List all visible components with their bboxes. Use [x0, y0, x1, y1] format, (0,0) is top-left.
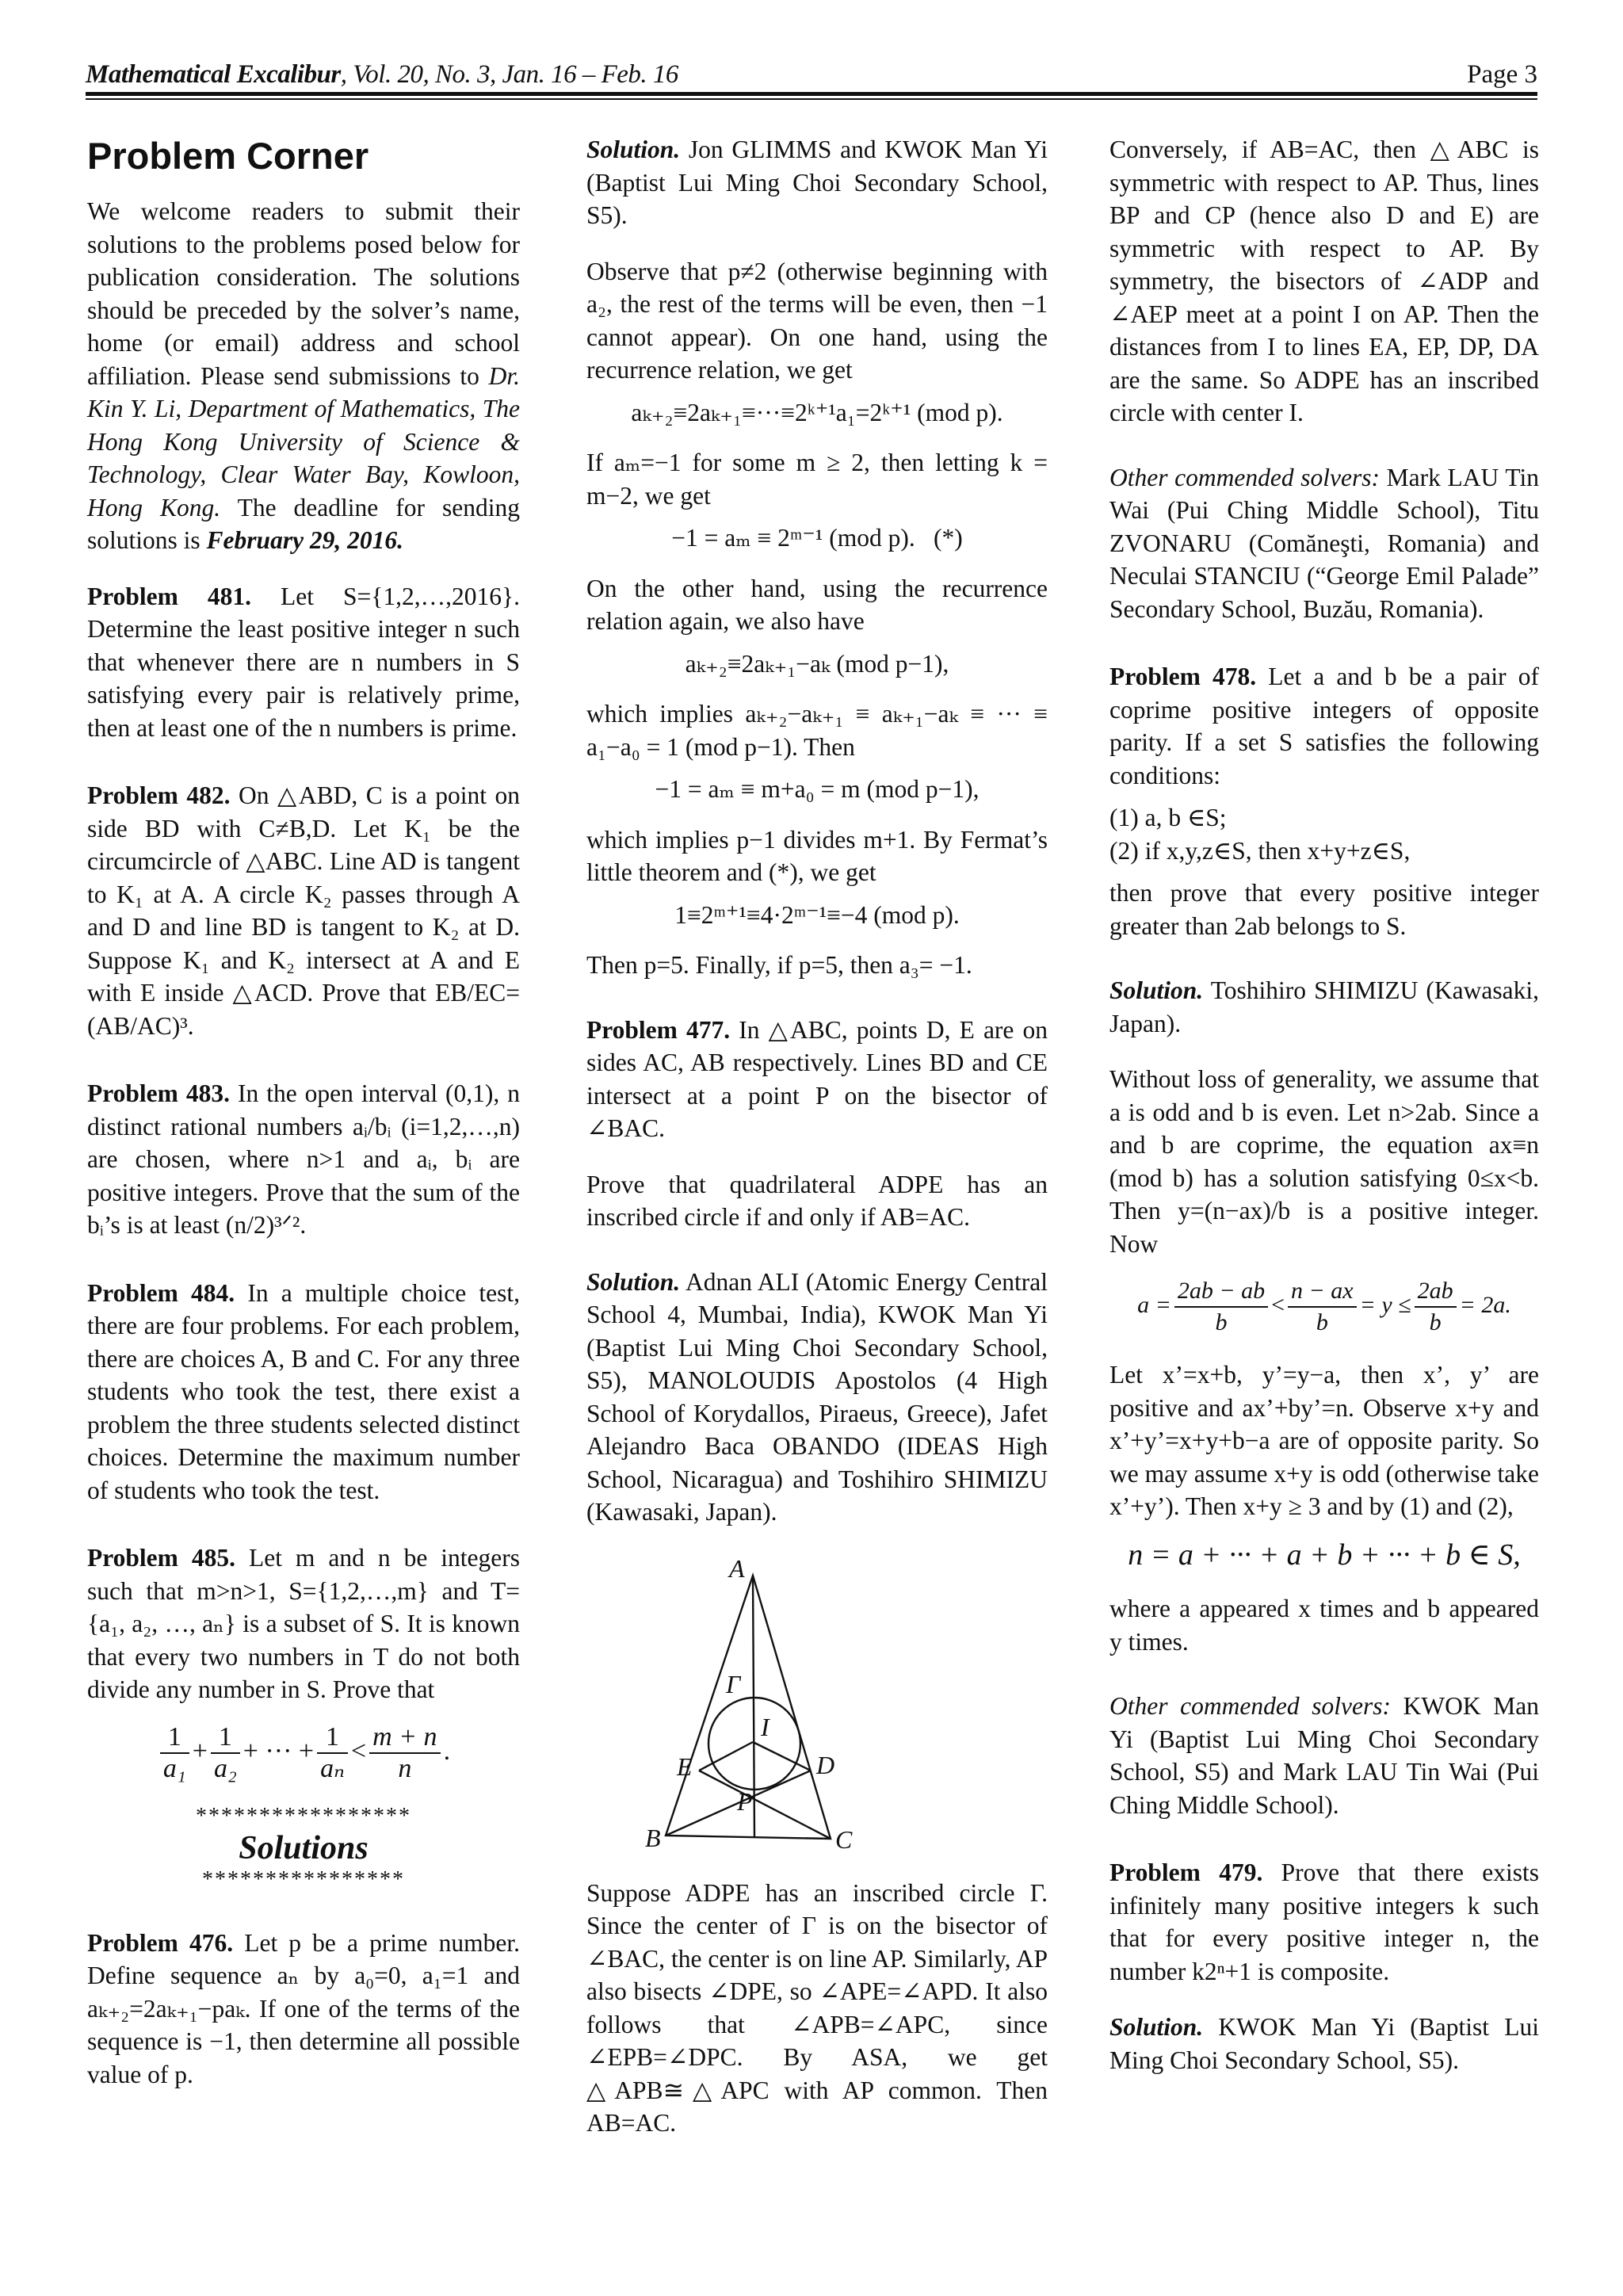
segment-ce	[699, 1771, 831, 1839]
equation: 1≡2ᵐ⁺¹≡4·2ᵐ⁻¹≡−4 (mod p).	[674, 900, 960, 929]
fraction	[160, 1722, 189, 1784]
divider-stars: ****************	[202, 1866, 405, 1892]
fraction	[369, 1722, 441, 1784]
numerator: m + n	[369, 1722, 441, 1754]
problem-label: Problem 477.	[586, 1015, 731, 1044]
fraction	[1288, 1276, 1357, 1338]
numerator: 2ab	[1415, 1276, 1457, 1308]
other-solvers-label: Other commended solvers:	[1109, 463, 1380, 491]
operator: = y ≤	[1359, 1291, 1411, 1318]
fraction	[211, 1722, 240, 1784]
problem-label: Problem 478.	[1109, 663, 1257, 690]
denominator: b	[1429, 1309, 1442, 1335]
other-solvers-label: Other commended solvers:	[1109, 1692, 1391, 1720]
solution-text: Then p=5. Finally, if p=5, then a₃= −1.	[586, 951, 972, 979]
solution-text: On the other hand, using the recurrence relation again, we also have	[586, 574, 1048, 635]
label-b: B	[645, 1823, 661, 1852]
solution-label: Solution.	[586, 136, 681, 163]
denominator: b	[1215, 1309, 1228, 1335]
problem-484	[87, 1277, 520, 1507]
label-gamma: Γ	[726, 1669, 741, 1698]
page-header	[86, 55, 1537, 97]
solution-text: Observe that p≠2 (otherwise beginning with a₂, the rest of the terms will be even, then −1 cannot appear). On one hand, using the recurrence relation, we get	[586, 257, 1048, 384]
segment-id	[753, 1742, 811, 1771]
fraction	[317, 1722, 348, 1784]
solution-label: Solution.	[1109, 2013, 1204, 2041]
column-2	[586, 133, 1048, 2163]
solution-label: Solution.	[1109, 976, 1204, 1004]
divider-stars: *****************	[196, 1803, 411, 1828]
equation-label: (*)	[933, 524, 963, 552]
column-1	[87, 133, 520, 2114]
header-rule-thin	[86, 98, 1537, 100]
solvers: Jon GLIMMS and KWOK Man Yi (Baptist Lui Ming Choi Secondary School, S5).	[586, 136, 1048, 229]
problem-text: Let m and n be integers such that m>n>1, S={1,2,…,m} and T={a₁, a₂, …, aₙ} is a subset of S. It is known that every two numbers in T do not both divide any number in S. Prove that	[87, 1544, 521, 1703]
other-solvers: Mark LAU Tin Wai (Pui Ching Middle School), Titu ZVONARU (Comăneşti, Romania) and Neculai STANCIU (“George Emil Palade” Secondary School, Buzău, Romania).	[1109, 463, 1539, 623]
numerator: 1	[211, 1722, 240, 1754]
operator: <	[1271, 1291, 1285, 1318]
numerator: 1	[317, 1722, 348, 1754]
intro-text: We welcome readers to submit their solutions to the problems posed below for publication consideration. The solutions should be preceded by the solver’s name, home (or email) address and school affiliation. Please send submissions to	[87, 197, 520, 390]
triangle-figure	[634, 1552, 919, 1853]
solution-476-header	[586, 133, 1048, 232]
header-magazine	[86, 60, 678, 90]
denominator: aₙ	[320, 1753, 345, 1783]
label-c: C	[835, 1824, 853, 1853]
lhs: a =	[1137, 1291, 1171, 1318]
problem-text: Let a and b be a pair of coprime positive integers of opposite parity. If a set S satisfies the following conditions:	[1109, 663, 1539, 789]
other-solvers: KWOK Man Yi (Baptist Lui Ming Choi Secondary School, S5) and Mark LAU Tin Wai (Pui Ching Middle School).	[1109, 1692, 1539, 1819]
deadline: February 29, 2016.	[206, 526, 404, 554]
denominator: n	[398, 1753, 412, 1783]
problem-text: In △ABC, points D, E are on sides AC, AB respectively. Lines BD and CE intersect at a point P on the bisector of ∠BAC.	[586, 1015, 1048, 1142]
problem-483	[87, 1077, 520, 1242]
numerator: n − ax	[1288, 1276, 1357, 1308]
intro-paragraph	[87, 195, 520, 557]
inequality-478	[1109, 1276, 1539, 1338]
problem-482	[87, 779, 520, 1042]
header-rule	[86, 92, 1537, 96]
equation: aₖ₊₂≡2aₖ₊₁−aₖ (mod p−1),	[685, 649, 949, 678]
equation-star	[586, 521, 1048, 555]
problem-label: Problem 484.	[87, 1278, 235, 1307]
condition-1: (1) a, b ∈S;	[1109, 804, 1227, 831]
problem-label: Problem 481.	[87, 582, 252, 610]
equation: −1 = aₘ ≡ 2ᵐ⁻¹ (mod p).	[671, 524, 915, 552]
denominator: a₁	[162, 1753, 186, 1783]
problem-label: Problem 483.	[87, 1079, 230, 1107]
solvers: Adnan ALI (Atomic Energy Central School 4, Mumbai, India), KWOK Man Yi (Baptist Lui Ming Choi Secondary School, S5), MANOLOUDIS Apostolos (4 High School of Korydallos, Piraeus, Greece), Jafet Alejandro Baca OBANDO (IDEAS High School, Nicaragua) and Toshihiro SHIMIZU (Kawasaki, Japan).	[586, 1267, 1048, 1526]
label-p: P	[737, 1786, 753, 1816]
problem-485	[87, 1541, 520, 1706]
equation: −1 = aₘ ≡ m+a₀ = m (mod p−1),	[655, 775, 980, 803]
problem-text: Let S={1,2,…,2016}. Determine the least positive integer n such that whenever there are n numbers in S satisfying every pair is relatively prime, then at least one of the n numbers is prime.	[87, 582, 521, 742]
label-a: A	[729, 1553, 745, 1583]
solvers: KWOK Man Yi (Baptist Lui Ming Choi Secondary School, S5).	[1109, 2013, 1539, 2074]
numerator: 2ab − ab	[1174, 1276, 1268, 1308]
numerator: 1	[160, 1722, 189, 1754]
operator: +	[192, 1736, 208, 1766]
solution-text: which implies aₖ₊₂−aₖ₊₁ ≡ aₖ₊₁−aₖ ≡ ··· ≡ a₁−a₀ = 1 (mod p−1). Then	[586, 700, 1048, 761]
equation: n = a + ··· + a + b + ··· + b ∈ S,	[1128, 1538, 1521, 1572]
problem-label: Problem 482.	[87, 781, 231, 809]
problem-label: Problem 479.	[1109, 1859, 1263, 1886]
denominator: b	[1316, 1309, 1328, 1335]
other-solvers-478	[1109, 1690, 1539, 1821]
submission-address: Dr. Kin Y. Li, Department of Mathematics, The Hong Kong University of Science & Technology, Clear Water Bay, Kowloon, Hong Kong.	[87, 361, 520, 521]
solution-label: Solution.	[586, 1267, 681, 1296]
page-number: Page 3	[1467, 60, 1537, 89]
problem-479	[1109, 1856, 1539, 1988]
problem-text: On △ABD, C is a point on side BD with C≠B,D. Let K₁ be the circumcircle of △ABC. Line AD is tangent to K₁ at A. A circle K₂ passes through A and D and line BD is tangent to K₂ at D. Suppose K₁ and K₂ intersect at A and E with E inside △ACD. Prove that EB/EC= (AB/AC)³.	[87, 781, 520, 1040]
solution-text: Without loss of generality, we assume that a is odd and b is even. Let n>2ab. Since a and b are coprime, the equation ax≡n (mod b) has a solution satisfying 0≤x<b. Then y=(n−ax)/b is a positive integer. Now	[1109, 1065, 1539, 1258]
problem-481	[87, 580, 520, 745]
solvers: Toshihiro SHIMIZU (Kawasaki, Japan).	[1109, 976, 1539, 1037]
denominator: a₂	[213, 1753, 237, 1783]
solutions-heading: Solutions	[239, 1829, 369, 1866]
other-solvers-477	[1109, 461, 1539, 626]
operator: <	[350, 1736, 367, 1766]
label-d: D	[816, 1750, 835, 1779]
problem-477	[586, 1014, 1048, 1145]
solution-text: where a appeared x times and b appeared y times.	[1109, 1595, 1539, 1656]
section-title: Problem Corner	[87, 135, 369, 177]
problem-text: In a multiple choice test, there are four problems. For each problem, there are choices A, B and C. For any three students who took the test, there exist a problem the three students selected distinct choices. Determine the maximum number of students who took the test.	[87, 1278, 520, 1504]
solution-477-header	[586, 1266, 1048, 1529]
operator: + ··· +	[242, 1736, 315, 1766]
inequality-485	[87, 1722, 520, 1784]
fraction	[1415, 1276, 1457, 1338]
fraction	[1174, 1276, 1268, 1338]
column-3	[1109, 133, 1539, 2099]
problem-478-text2: then prove that every positive integer greater than 2ab belongs to S.	[1109, 879, 1539, 940]
label-e: E	[677, 1752, 693, 1781]
problem-477-text2: Prove that quadrilateral ADPE has an inscribed circle if and only if AB=AC.	[586, 1170, 1048, 1231]
condition-2: (2) if x,y,z∈S, then x+y+z∈S,	[1109, 836, 1411, 865]
problem-label: Problem 485.	[87, 1544, 235, 1572]
problem-476	[87, 1927, 520, 2092]
problem-text: In the open interval (0,1), n distinct rational numbers aᵢ/bᵢ (i=1,2,…,n) are chosen, where n>1 and aᵢ, bᵢ are positive integers. Prove that the sum of the bᵢ’s is at least (n/2)³ᐟ².	[87, 1079, 521, 1239]
rhs: = 2a.	[1459, 1291, 1511, 1318]
solution-text: Suppose ADPE has an inscribed circle Γ. Since the center of Γ is on the bisector of ∠BAC, the center is on line AP. Similarly, AP also bisects ∠DPE, so ∠APE=∠APD. It also follows that ∠APB=∠APC, since ∠EPB=∠DPC. By ASA, we get △APB≅△APC with AP common. Then AB=AC.	[586, 1878, 1048, 2137]
problem-label: Problem 476.	[87, 1928, 234, 1957]
solution-text: If aₘ=−1 for some m ≥ 2, then letting k = m−2, we get	[586, 449, 1048, 510]
solution-478-header	[1109, 974, 1539, 1040]
label-i: I	[761, 1712, 769, 1741]
period: .	[443, 1736, 451, 1766]
solution-text: Conversely, if AB=AC, then △ABC is symmetric with respect to AP. Thus, lines BP and CP (hence also D and E) are symmetric with respect to AP. By symmetry, the bisectors of ∠ADP and ∠AEP meet at a point I on AP. Then the distances from I to lines EA, EP, DP, DA are the same. So ADPE has an inscribed circle with center I.	[1109, 136, 1539, 426]
solution-479-header	[1109, 2011, 1539, 2076]
solution-text: which implies p−1 divides m+1. By Fermat’s little theorem and (*), we get	[586, 825, 1048, 886]
segment-ie	[699, 1742, 753, 1771]
intro-text-2: The deadline for sending solutions is	[87, 493, 520, 554]
problem-478	[1109, 660, 1539, 792]
problem-text: Prove that there exists infinitely many positive integers k such that for every positive integer n, the number k2ⁿ+1 is composite.	[1109, 1859, 1539, 1985]
equation: aₖ₊₂≡2aₖ₊₁≡···≡2ᵏ⁺¹a₁=2ᵏ⁺¹ (mod p).	[631, 398, 1003, 426]
magazine-name: Mathematical Excalibur	[86, 60, 341, 89]
problem-text: Let p be a prime number. Define sequence aₙ by a₀=0, a₁=1 and aₖ₊₂=2aₖ₊₁−paₖ. If one of the terms of the sequence is −1, then determine all possible value of p.	[87, 1928, 520, 2088]
solution-text: Let x’=x+b, y’=y−a, then x’, y’ are positive and ax’+by’=n. Observe x+y and x’+y’=x+y+b−a are of opposite parity. So we may assume x+y is odd (otherwise take x’+y’). Then x+y ≥ 3 and by (1) and (2),	[1109, 1361, 1539, 1520]
issue-info: , Vol. 20, No. 3, Jan. 16 – Feb. 16	[340, 60, 678, 89]
